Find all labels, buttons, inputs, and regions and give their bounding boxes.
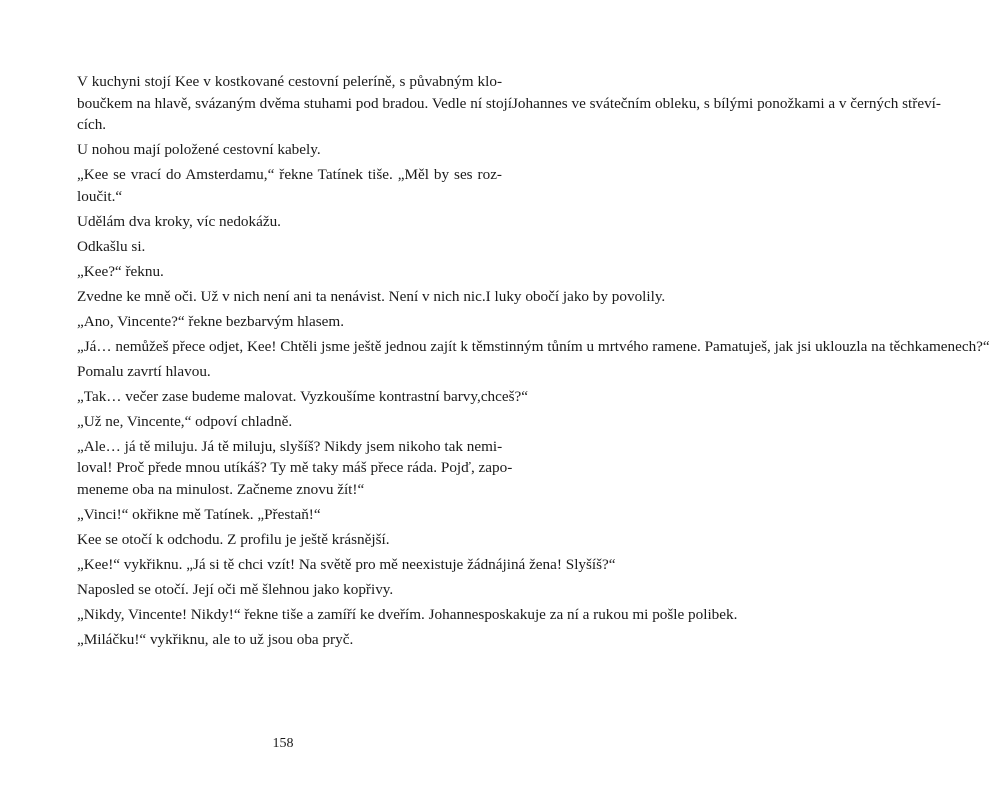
text-line: boučkem na hlavě, svázaným dvěma stuhami pod bradou. Vedle ní stojí	[77, 94, 512, 112]
paragraph	[77, 579, 502, 601]
text-line: U nohou mají položené cestovní kabely.	[77, 141, 321, 159]
text-line: Odkašlu si.	[77, 237, 146, 255]
text-line: Naposled se otočí. Její oči mě šlehnou jako kopřivy.	[77, 580, 394, 598]
paragraph	[77, 211, 502, 233]
text-line: loval! Proč přede mnou utíkáš? Ty mě taky máš přece ráda. Pojď, zapo-	[77, 459, 513, 477]
text-line: meneme oba na minulost. Začneme znovu žít!“	[77, 480, 365, 498]
paragraph	[77, 71, 941, 136]
body-text	[77, 71, 990, 654]
paragraph	[77, 629, 502, 651]
text-line: „Kee se vrací do Amsterdamu,“ řekne Tatínek tiše. „Měl by ses roz-	[77, 166, 502, 184]
text-line: „Ale… já tě miluju. Já tě miluju, slyšíš? Nikdy jsem nikoho tak nemi-	[77, 437, 503, 455]
text-line: Zvedne ke mně oči. Už v nich není ani ta nenávist. Není v nich nic.	[77, 287, 486, 305]
paragraph	[77, 261, 502, 283]
paragraph	[77, 336, 990, 358]
text-line: Kee se otočí k odchodu. Z profilu je ještě krásnější.	[77, 530, 390, 548]
text-line: „Tak… večer zase budeme malovat. Vyzkoušíme kontrastní barvy,	[77, 387, 481, 405]
text-line: „Vinci!“ okřikne mě Tatínek. „Přestaň!“	[77, 505, 321, 523]
text-line: „Ano, Vincente?“ řekne bezbarvým hlasem.	[77, 312, 345, 330]
text-line: poskakuje za ní a rukou mi pošle polibek.	[484, 605, 738, 623]
text-line: jiná žena! Slyšíš?“	[502, 555, 616, 573]
text-line: loučit.“	[77, 187, 123, 205]
text-line: stinným tůním u mrtvého ramene. Pamatuješ, jak jsi uklouzla na těch	[494, 337, 915, 355]
paragraph	[77, 236, 502, 258]
paragraph	[77, 361, 502, 383]
text-line: I luky obočí jako by povolily.	[485, 287, 666, 305]
paragraph	[77, 411, 502, 433]
paragraph	[77, 386, 529, 408]
text-line: „Kee?“ řeknu.	[77, 262, 164, 280]
paragraph	[77, 164, 502, 207]
text-line: Pomalu zavrtí hlavou.	[77, 362, 211, 380]
page-number: 158	[272, 736, 294, 751]
text-line: chceš?“	[480, 387, 529, 405]
text-line: cích.	[77, 116, 107, 134]
paragraph	[77, 286, 666, 308]
text-line: Udělám dva kroky, víc nedokážu.	[77, 212, 281, 230]
text-line: V kuchyni stojí Kee v kostkované cestovní peleríně, s půvabným klo-	[77, 73, 502, 90]
paragraph	[77, 504, 502, 526]
text-line: Johannes ve svátečním obleku, s bílými ponožkami a v černých střeví-	[512, 94, 941, 112]
text-line: „Miláčku!“ vykřiknu, ale to už jsou oba pryč.	[77, 630, 354, 648]
paragraph	[77, 554, 616, 576]
paragraph	[77, 311, 502, 333]
paragraph	[77, 604, 738, 626]
paragraph	[77, 436, 513, 501]
text-line: kamenech?“	[914, 337, 990, 355]
text-line: „Nikdy, Vincente! Nikdy!“ řekne tiše a zamíří ke dveřím. Johannes	[77, 605, 485, 623]
text-line: „Už ne, Vincente,“ odpoví chladně.	[77, 412, 293, 430]
text-line: „Já… nemůžeš přece odjet, Kee! Chtěli jsme ještě jednou zajít k těm	[77, 337, 495, 355]
paragraph	[77, 529, 502, 551]
paragraph	[77, 139, 502, 161]
text-line: „Kee!“ vykřiknu. „Já si tě chci vzít! Na světě pro mě neexistuje žádná	[77, 555, 503, 573]
